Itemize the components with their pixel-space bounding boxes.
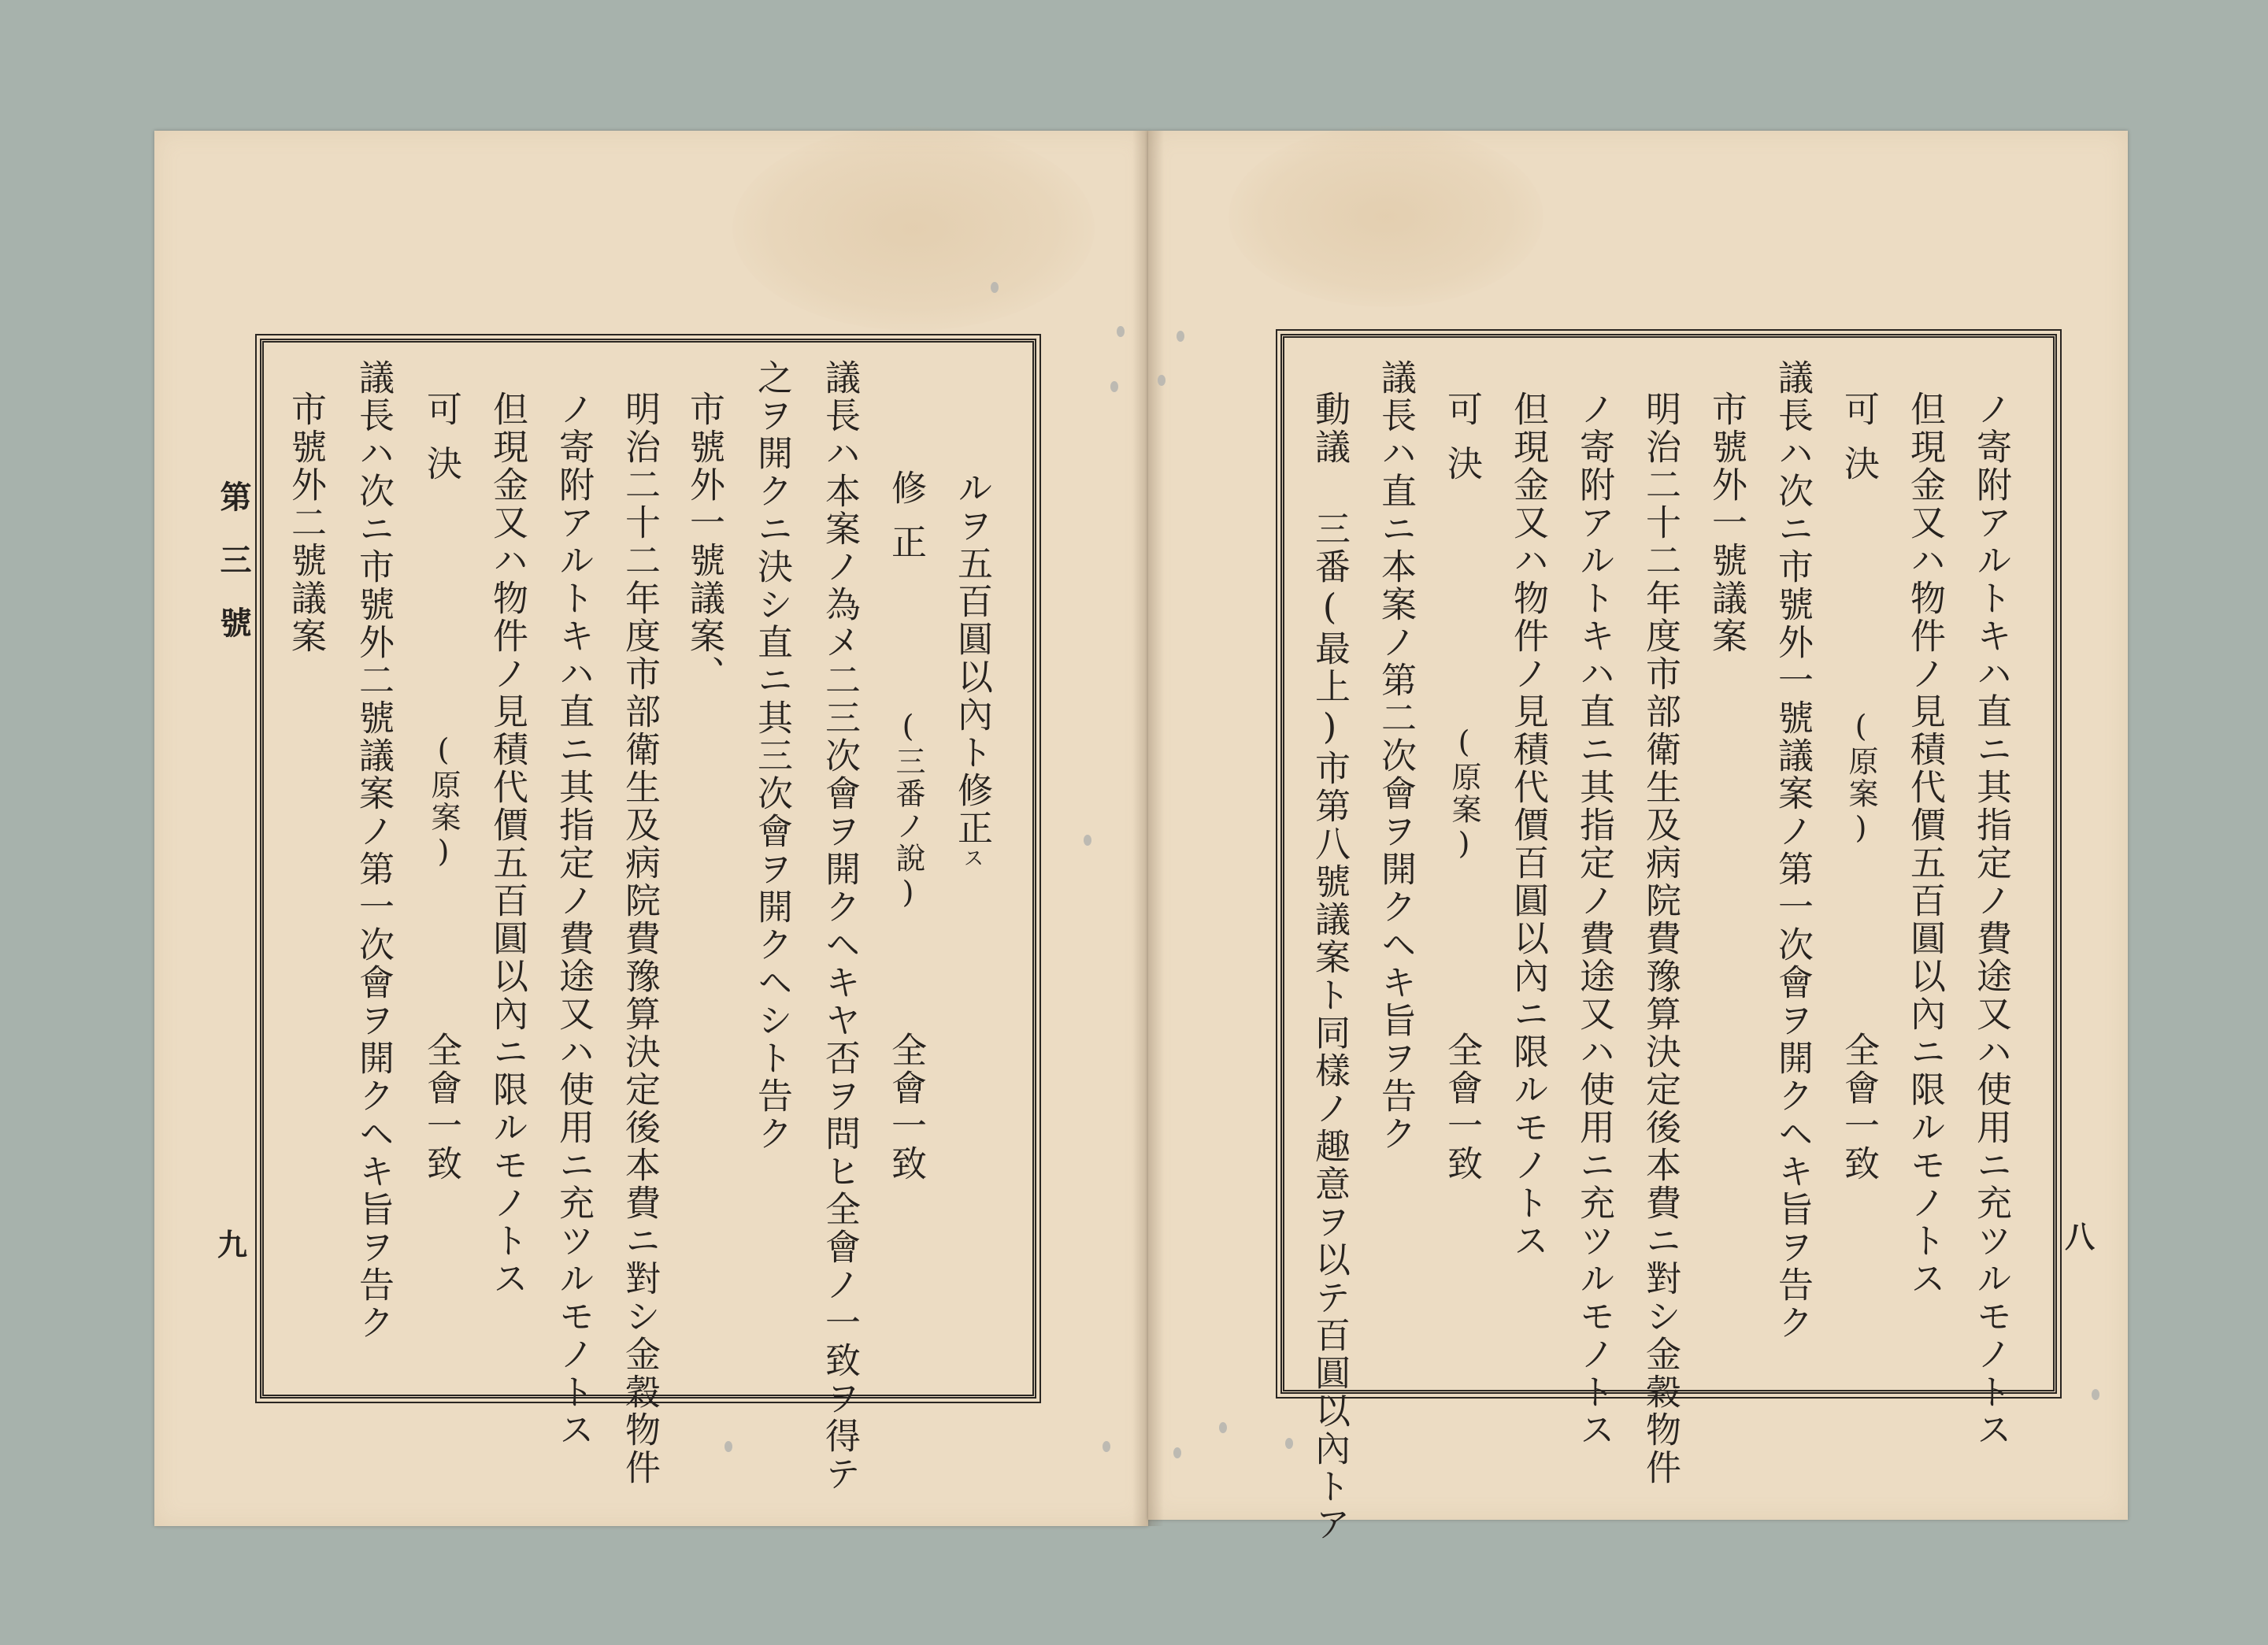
paper-speck bbox=[724, 1441, 732, 1452]
column-annotation: (原案) bbox=[426, 732, 461, 871]
column-annotation: (原案) bbox=[1844, 709, 1878, 847]
text-column: 市號外二號議案 bbox=[285, 391, 327, 655]
text-column bbox=[885, 469, 927, 578]
page-number-left: 九 bbox=[217, 1227, 248, 1262]
text-column: 市號外一號議案 bbox=[1706, 391, 1747, 655]
paper-speck bbox=[1110, 381, 1118, 392]
text-column bbox=[951, 469, 993, 869]
paper-speck bbox=[1102, 1441, 1110, 1452]
text-column: 但現金又ハ物件ノ見積代價五百圓以內ニ限ルモノトス bbox=[1904, 391, 1946, 1298]
column-text: ルヲ五百圓以內ト修正 bbox=[951, 469, 993, 847]
text-column: ノ寄附アルトキハ直ニ其指定ノ費途又ハ使用ニ充ツルモノトス bbox=[553, 391, 595, 1449]
water-stain bbox=[732, 126, 1095, 331]
column-tail: 全會一致 bbox=[421, 1032, 462, 1183]
column-heading: 修正 bbox=[885, 469, 927, 578]
text-column: ノ寄附アルトキハ直ニ其指定ノ費途又ハ使用ニ充ツルモノトス bbox=[1573, 391, 1615, 1449]
column-text-small: ス bbox=[960, 847, 984, 869]
running-header: 第三號 bbox=[215, 480, 252, 669]
paper-speck bbox=[1158, 375, 1166, 386]
paper-speck bbox=[1084, 835, 1091, 846]
column-tail: 全會一致 bbox=[1441, 1032, 1483, 1183]
column-heading: 可決 bbox=[421, 391, 462, 499]
text-column: 明治二十二年度市部衛生及病院費豫算決定後本費ニ對シ金穀物件 bbox=[1640, 391, 1681, 1487]
paper-speck bbox=[1117, 326, 1125, 337]
text-column: 之ヲ開クニ決シ直ニ其三次會ヲ開クヘシト告ク bbox=[751, 359, 793, 1153]
text-column: 市號外一號議案、 bbox=[684, 391, 725, 693]
column-annotation: (原案) bbox=[1447, 724, 1481, 863]
paper-speck bbox=[1285, 1438, 1293, 1449]
text-column: 議長ハ次ニ市號外一號議案ノ第一次會ヲ開クヘキ旨ヲ告ク bbox=[1772, 359, 1814, 1342]
paper-speck bbox=[1177, 331, 1184, 342]
paper-speck bbox=[1219, 1422, 1227, 1433]
paper-speck bbox=[1173, 1447, 1181, 1458]
text-column: ノ寄附アルトキハ直ニ其指定ノ費途又ハ使用ニ充ツルモノトス bbox=[1970, 391, 2012, 1449]
text-column: 動議 三番(最上)市第八號議案ト同樣ノ趣意ヲ以テ百圓以內トア bbox=[1309, 391, 1351, 1543]
text-column: 議長ハ本案ノ為メ二三次會ヲ開クヘキヤ否ヲ問ヒ全會ノ一致ヲ得テ bbox=[819, 359, 861, 1493]
water-stain bbox=[1228, 126, 1544, 307]
column-annotation: (三番ノ說) bbox=[891, 709, 925, 912]
column-tail: 全會一致 bbox=[1838, 1032, 1880, 1183]
book-spine bbox=[1132, 131, 1164, 1526]
text-column: 明治二十二年度市部衛生及病院費豫算決定後本費ニ對シ金穀物件 bbox=[619, 391, 661, 1487]
text-column: 議長ハ直ニ本案ノ第二次會ヲ開クヘキ旨ヲ告ク bbox=[1375, 359, 1417, 1153]
column-heading: 可決 bbox=[1441, 391, 1483, 499]
column-tail: 全會一致 bbox=[885, 1032, 927, 1183]
column-heading: 可決 bbox=[1838, 391, 1880, 499]
paper-speck bbox=[2092, 1389, 2099, 1400]
text-column: 但現金又ハ物件ノ見積代價五百圓以內ニ限ルモノトス bbox=[487, 391, 528, 1298]
page-number-right: 八 bbox=[2065, 1219, 2096, 1254]
text-column: 但現金又ハ物件ノ見積代價百圓以內ニ限ルモノトス bbox=[1507, 391, 1549, 1260]
paper-speck bbox=[991, 282, 999, 293]
text-column: 議長ハ次ニ市號外二號議案ノ第一次會ヲ開クヘキ旨ヲ告ク bbox=[353, 359, 395, 1342]
